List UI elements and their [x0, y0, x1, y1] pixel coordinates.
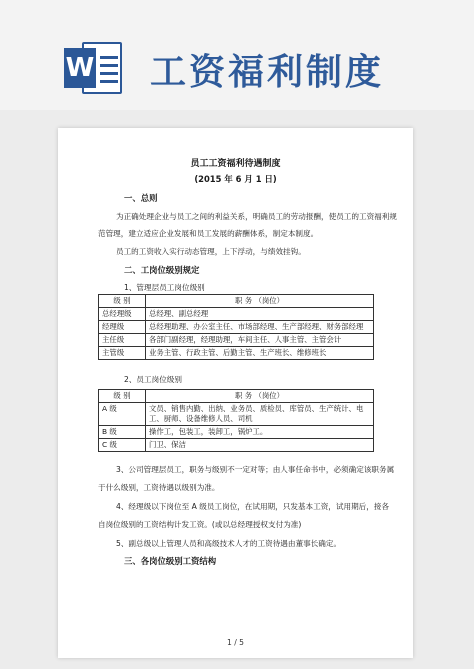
section-2-item-3-line-1: 3、公司管理层员工，职务与级别不一定对等；由人事任命书中，必须确定该职务属 [116, 465, 395, 474]
staff-grade-table [98, 389, 374, 452]
table-cell: B 级 [99, 425, 146, 438]
table-header-row [99, 390, 374, 403]
table-header: 职 务 （岗位） [146, 390, 374, 403]
banner-title: 工资福利制度 [150, 52, 385, 93]
table-header: 级 别 [99, 390, 146, 403]
banner [0, 0, 474, 110]
table-cell: 门卫、保洁 [146, 438, 374, 451]
table-cell: 总经理级 [99, 307, 146, 320]
table-cell: C 级 [99, 438, 146, 451]
table-cell: 总经理、副总经理 [146, 307, 374, 320]
section-1-para-1-line-1: 为正确处理企业与员工之间的利益关系，明确员工的劳动报酬，使员工的工资福利规 [116, 212, 397, 221]
table-cell: 操作工，包装工，装卸工，锅炉工。 [146, 425, 374, 438]
section-1-heading: 一、总则 [124, 193, 158, 203]
table-row [99, 425, 374, 438]
section-2-item-4-line-1: 4、经理级以下岗位至 A 级员工岗位，在试用期，只发基本工资，试用期后，接各 [116, 502, 390, 511]
word-icon-letter: W [64, 48, 96, 88]
document-date: (2015 年 6 月 1 日) [194, 174, 277, 184]
document-page [58, 128, 413, 658]
table-row [99, 320, 374, 333]
table-cell: 主管级 [99, 346, 146, 359]
section-2-item-4-line-2: 自岗位级别的工资结构计发工资。(或以总经理授权支付为准) [98, 520, 302, 529]
table-cell: 总经理助理、办公室主任、市场部经理、生产部经理、财务部经理 [146, 320, 374, 333]
section-2-item-5: 5、副总级以上管理人员和高级技术人才的工资待遇由董事长确定。 [116, 539, 342, 548]
table-header-row [99, 295, 374, 308]
table-cell: 文员、销售内勤、出纳、业务员、质检员、库管员、生产统计、电工、厨师、设备维修人员、司机 [146, 402, 374, 425]
section-2-heading: 二、工岗位级别规定 [124, 265, 200, 275]
word-document-icon [64, 40, 124, 98]
table-cell: 经理级 [99, 320, 146, 333]
table-cell: 业务主管、行政主管、后勤主管、生产班长、维修班长 [146, 346, 374, 359]
page-number: 1 / 5 [226, 638, 245, 647]
table-cell: 主任级 [99, 333, 146, 346]
table-row [99, 438, 374, 451]
table-cell: A 级 [99, 402, 146, 425]
table-header: 职 务 （岗位） [146, 295, 374, 308]
section-1-para-2: 员工的工资收入实行动态管理，上下浮动，与绩效挂钩。 [116, 247, 306, 256]
management-grade-table [98, 294, 374, 360]
table-row [99, 307, 374, 320]
table-cell: 各部门副经理，经理助理，车间主任、人事主管、主管会计 [146, 333, 374, 346]
section-3-heading: 三、各岗位级别工资结构 [124, 556, 217, 566]
table-header: 级 别 [99, 295, 146, 308]
section-2-item-1: 1、管理层员工岗位级别 [124, 283, 205, 292]
section-2-item-3-line-2: 于什么级别，工资待遇以级别为准。 [98, 483, 220, 492]
table-row [99, 346, 374, 359]
table-row [99, 333, 374, 346]
document-title: 员工工资福利待遇制度 [190, 159, 281, 169]
table-row [99, 402, 374, 425]
section-1-para-1-line-2: 范管理，建立适应企业发展和员工发展的薪酬体系，制定本制度。 [98, 229, 319, 238]
section-2-item-2: 2、员工岗位级别 [124, 375, 182, 384]
